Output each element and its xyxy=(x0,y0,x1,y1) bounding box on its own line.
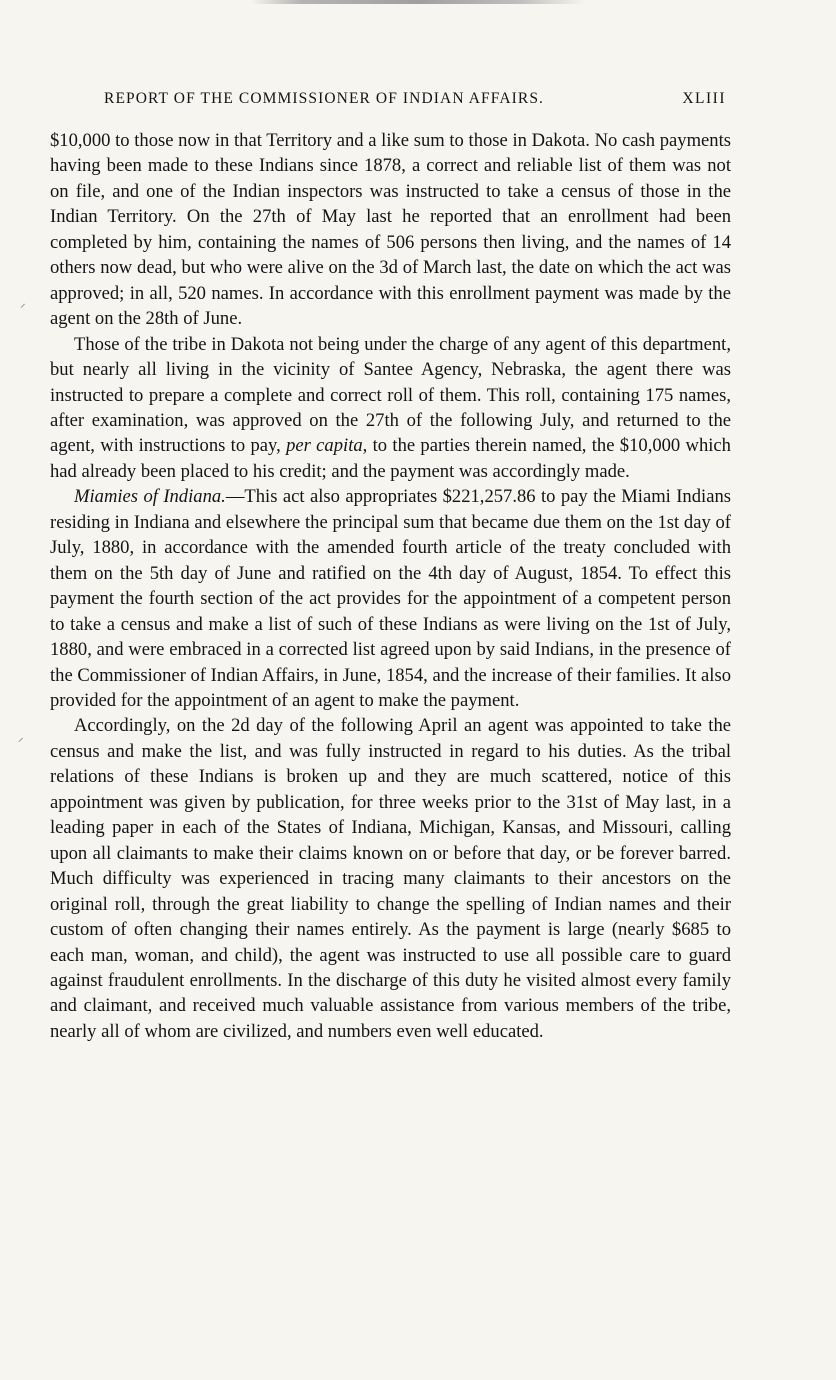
paragraph-2 xyxy=(50,332,731,485)
body-text xyxy=(50,128,731,1044)
paragraph-2-text: Those of the tribe in Dakota not being under the charge of any agent of this department, but nearly all living in the vicinity of Santee Agency, Nebraska, the agent there was instructed to prepare a complete and correct roll of them. This roll, containing 175 names, after examination, was approved on the 27th of the following July, and returned to the agent, with instructions to pay, xyxy=(50,333,731,457)
page-top-edge xyxy=(0,0,836,4)
page-number: XLIII xyxy=(682,90,726,107)
paragraph-3-text: —This act also appropriates $221,257.86 to pay the Miami Indians residing in Indiana and elsewhere the principal sum that became due them on the 1st day of July, 1880, in accordance with the amended fourth article of the treaty concluded with them on the 5th day of June and ratified on the 4th day of August, 1854. To effect this payment the fourth section of the act provides for the appointment of a competent person to take a census and make a list of such of these Indians as were living on the 1st of July, 1880, and were embraced in a corrected list agreed upon by said Indians, in the presence of the Commissioner of Indian Affairs, in June, 1854, and the increase of their families. It also provided for the appointment of an agent to make the payment. xyxy=(50,486,731,711)
paragraph-1: $10,000 to those now in that Territory and a like sum to those in Dakota. No cash payments having been made to these Indians since 1878, a correct and reliable list of them was not on file, and one of the Indian inspectors was instructed to take a census of those in the Indian Territory. On the 27th of May last he reported that an enrollment had been completed by him, containing the names of 506 persons then living, and the names of 14 others now dead, but who were alive on the 3d of March last, the date on which the act was approved; in all, 520 names. In accordance with this enrollment payment was made by the agent on the 28th of June. xyxy=(50,130,731,330)
running-header xyxy=(104,90,726,108)
paragraph-3 xyxy=(50,484,731,713)
header-title: REPORT OF THE COMMISSIONER OF INDIAN AFFAIRS. xyxy=(104,90,545,107)
paragraph-2-italic: per capita xyxy=(286,435,363,457)
paragraph-4: Accordingly, on the 2d day of the following April an agent was appointed to take the census and make the list, and was fully instructed in regard to his duties. As the tribal relations of these Indians is broken up and they are much scattered, notice of this appointment was given by publication, for three weeks prior to the 31st of May last, in a leading paper in each of the States of Indiana, Michigan, Kansas, and Missouri, calling upon all claimants to make their claims known on or before that day, or be forever barred. Much difficulty was experienced in tracing many claimants to their ancestors on the original roll, through the great liability to change the spelling of Indian names and their custom of often changing their names entirely. As the payment is large (nearly $685 to each man, woman, and child), the agent was instructed to use all possible care to guard against fraudulent enrollments. In the discharge of this duty he visited almost every family and claimant, and received much valuable assistance from various members of the tribe, nearly all of whom are civilized, and numbers even well educated. xyxy=(50,715,731,1042)
section-heading-miamies: Miamies of Indiana. xyxy=(74,486,226,508)
margin-mark: ⸝ xyxy=(20,297,26,310)
margin-mark: ⸝ xyxy=(18,731,24,744)
paragraph-2-text-end: , to the parties therein named, the $10,000 which had already been placed to his credit; and the payment was accordingly made. xyxy=(50,435,731,482)
